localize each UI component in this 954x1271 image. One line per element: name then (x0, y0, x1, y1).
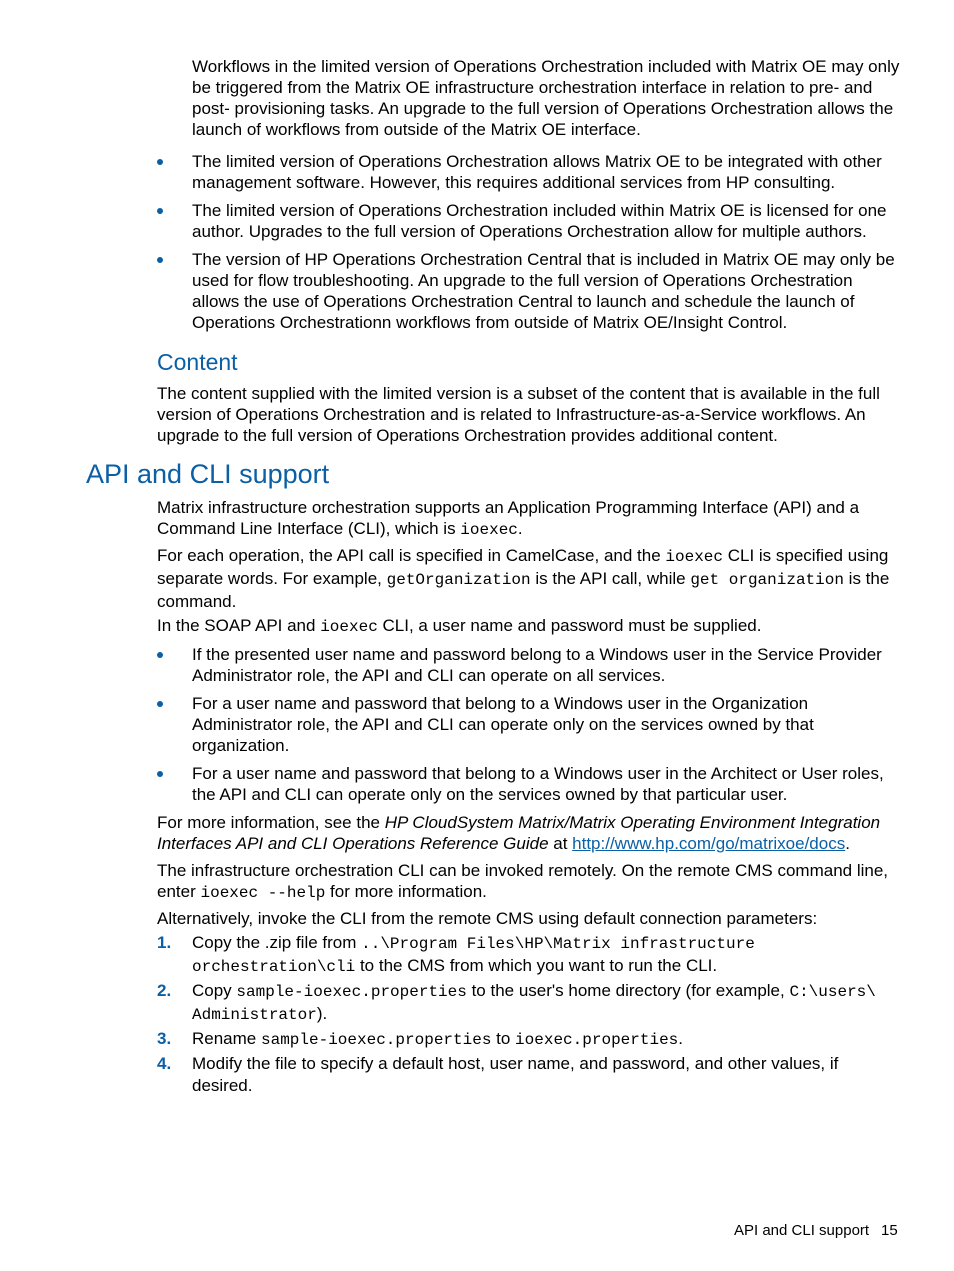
page-number: 15 (881, 1222, 898, 1239)
role-list (157, 644, 902, 805)
code-ioexec: ioexec (460, 521, 518, 539)
api-intro-paragraph: Matrix infrastructure orchestration supports an Application Programming Interface (API) and a Command Line Interface (CLI), which is ioexec. (157, 498, 860, 539)
list-item: The limited version of Operations Orchestration included within Matrix OE is licensed for one author. Upgrades to the full version of Operations Orchestration allow for multiple authors. (157, 200, 902, 242)
bullet-icon (157, 159, 163, 165)
content-heading: Content (157, 349, 238, 375)
bullet-icon (157, 257, 163, 263)
step-item: 3. Rename sample-ioexec.properties to ioexec.properties. (157, 1029, 684, 1049)
step-item: 1. Copy the .zip file from ..\Program Files\HP\Matrix infrastructure orchestration\cli to the CMS from which you want to run the CLI. (157, 933, 755, 976)
list-item: If the presented user name and password belong to a Windows user in the Service Provider Administrator role, the API and CLI can operate on all services. (157, 644, 902, 686)
bullet-icon (157, 208, 163, 214)
list-item: The version of HP Operations Orchestration Central that is included in Matrix OE may only be used for flow troubleshooting. An upgrade to the full version of Operations Orchestration allows the use of Operations Orchestration Central to launch and schedule the launch of Operations Orchestrationn workflows from outside of Matrix OE/Insight Control. (157, 249, 902, 333)
alternative-paragraph: Alternatively, invoke the CLI from the remote CMS using default connection parameters: (157, 909, 818, 928)
step-item: 2. Copy sample-ioexec.properties to the user's home directory (for example, C:\users\ Administrator). (157, 981, 876, 1024)
list-item: For a user name and password that belong to a Windows user in the Organization Administrator role, the API and CLI can operate only on the services owned by that organization. (157, 693, 902, 756)
list-item: For a user name and password that belong to a Windows user in the Architect or User roles, the API and CLI can operate only on the services owned by that particular user. (157, 763, 902, 805)
steps-list (157, 932, 902, 1097)
api-cli-heading: API and CLI support (86, 459, 330, 489)
step-item: 4. Modify the file to specify a default host, user name, and password, and other values, if desired. (157, 1054, 839, 1095)
bullet-icon (157, 652, 163, 658)
list-item: The limited version of Operations Orchestration allows Matrix OE to be integrated with other management software. However, this requires additional services from HP consulting. (157, 151, 902, 193)
content-paragraph: The content supplied with the limited version is a subset of the content that is available in the full version of Operations Orchestration and is related to Infrastructure-as-a-Service workflows. An upgrade to the full version of Operations Orchestration provides additional content. (157, 384, 880, 445)
bullet-icon (157, 771, 163, 777)
guide-title: HP CloudSystem Matrix/Matrix Operating Environment Integration Interfaces API and CLI Operations Reference Guide (157, 813, 881, 853)
camelcase-paragraph: For each operation, the API call is specified in CamelCase, and the ioexec CLI is specified using separate words. For example, getOrganization is the API call, while get organization is the command. (157, 546, 890, 611)
remote-paragraph: The infrastructure orchestration CLI can be invoked remotely. On the remote CMS command line, enter ioexec --help for more information. (157, 861, 889, 902)
footer-section-title: API and CLI support (734, 1222, 870, 1239)
soap-paragraph: In the SOAP API and ioexec CLI, a user name and password must be supplied. (157, 616, 762, 636)
docs-link[interactable]: http://www.hp.com/go/matrixoe/docs (572, 834, 846, 853)
intro-paragraph: Workflows in the limited version of Operations Orchestration included with Matrix OE may only be triggered from the Matrix OE infrastructure orchestration interface in relation to pre- and post- provisioning tasks. An upgrade to the full version of Operations Orchestration allows the launch of workflows from outside of the Matrix OE interface. (192, 57, 900, 139)
more-info-paragraph: For more information, see the HP CloudSystem Matrix/Matrix Operating Environment Integration Interfaces API and CLI Operations Reference Guide at http://www.hp.com/go/matrixoe/docs. (157, 813, 881, 853)
oo-limitations-list (157, 151, 902, 333)
bullet-icon (157, 701, 163, 707)
